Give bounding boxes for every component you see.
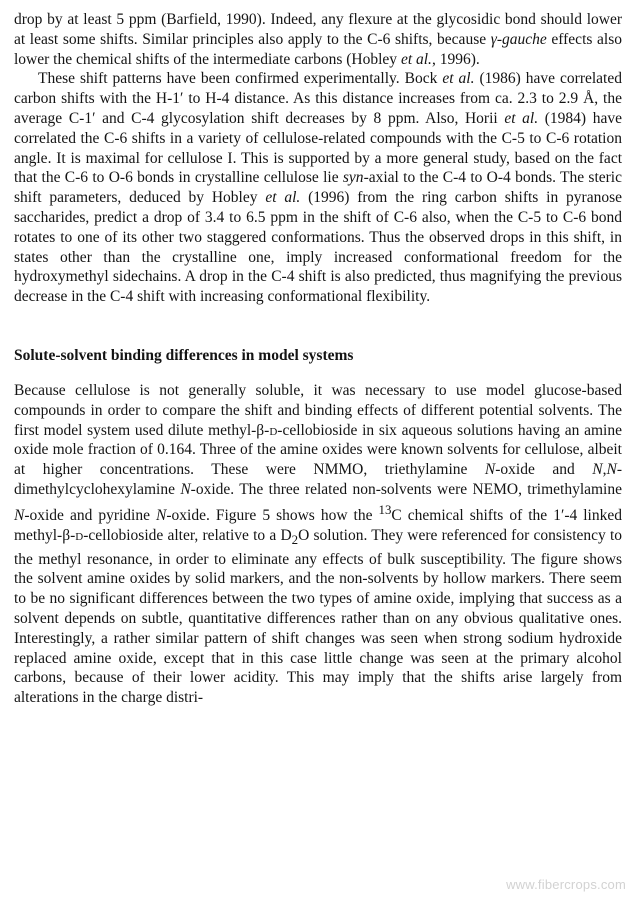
text-run: , 1996). bbox=[431, 50, 480, 68]
text-run: -axial to the C-4 to O-4 bonds. The steric shift parameters, deduced by Hobley bbox=[14, 169, 622, 207]
text-run: -dimethylcyclohexylamine bbox=[14, 461, 622, 498]
text-run: γ-gauche bbox=[490, 30, 547, 48]
text-run: (1984) have correlated the C-6 shifts in a variety of cellulose-related compounds with the C-5 to C-6 rotation angle. It is maximal for cellulose I. This is supported by a more general study, based on the fact that the C-6 to O-6 bonds in crystalline cellulose lie bbox=[14, 109, 622, 187]
text-run: effects also lower the chemical shifts of the intermediate carbons (Hobley bbox=[14, 30, 622, 68]
text-run: N bbox=[606, 461, 617, 479]
text-run: -oxide. Figure 5 shows how the bbox=[166, 506, 379, 524]
paragraph-continued bbox=[14, 10, 622, 69]
text-run: d bbox=[269, 421, 278, 439]
text-run: -oxide and bbox=[495, 461, 593, 479]
watermark: www.fibercrops.com bbox=[506, 877, 626, 892]
text-run: N bbox=[14, 506, 25, 524]
text-run: (1996) from the ring carbon shifts in pyranose saccharides, predict a drop of 3.4 to 6.5 ppm in the shift of C-6 also, when the C-5 to C-6 bond rotates to one of its other two staggered conformations. Thus the observed drops in this shift, in states other than the crystalline one, imply increased conformational freedom for the hydroxymethyl sidechains. A drop in the C-4 shift is also predicted, thus magnifying the previous decrease in the C-4 shift with increasing conformational flexibility. bbox=[14, 189, 622, 306]
paragraph-model-systems bbox=[14, 381, 622, 708]
text-run: O solution. They were referenced for consistency to the methyl resonance, in order to eliminate any effects of bulk susceptibility. The figure shows the solvent amine oxides by solid markers, and the non-solvents by hollow markers. There seem to be no significant differences between the two types of amine oxide, implying that success as a solvent depends on subtle, quantitative differences rather than on any obvious qualitative ones. Interestingly, a rather similar pattern of shift changes was seen when strong sodium hydroxide replaced amine oxide, except that in this case little change was seen at the primary alcohol carbons, because of their lower acidity. This may imply that the shifts arise largely from alterations in the charge distri- bbox=[14, 526, 623, 707]
text-run: N bbox=[180, 480, 191, 498]
text-run: d bbox=[75, 526, 84, 544]
text-run: C chemical shifts of the 1′-4 linked methyl-β- bbox=[14, 506, 622, 544]
section-heading: Solute-solvent binding differences in model systems bbox=[14, 346, 354, 364]
text-run: et al. bbox=[400, 50, 432, 68]
text-run: drop by at least 5 ppm (Barfield, 1990). Indeed, any flexure at the glycosidic bond should lower at least some shifts. Similar principles also apply to the C-6 shifts, because bbox=[14, 11, 622, 48]
text-run: N bbox=[156, 506, 167, 524]
text-run: Because cellulose is not generally soluble, it was necessary to use model glucose-based compounds in order to compare the shift and binding effects of different potential solvents. The first model system used dilute methyl-β- bbox=[14, 381, 622, 439]
text-run: syn bbox=[342, 169, 364, 187]
text-run: , bbox=[602, 461, 607, 479]
text-run: N bbox=[484, 461, 496, 479]
text-run: -cellobioside in six aqueous solutions having an amine oxide mole fraction of 0.164. Three of the amine oxides were known solvents for cellulose, albeit at higher concentrations. These were NMMO, triethylamine bbox=[14, 421, 622, 479]
text-run: 2 bbox=[291, 531, 299, 547]
text-run: N bbox=[592, 461, 603, 479]
text-run: et al. bbox=[504, 109, 539, 127]
text-run: et al. bbox=[265, 189, 301, 207]
text-run: et al. bbox=[442, 70, 475, 88]
text-run: These shift patterns have been confirmed experimentally. Bock bbox=[38, 70, 443, 88]
text-run: -oxide. The three related non-solvents were NEMO, trimethylamine bbox=[190, 480, 622, 498]
paragraph-shift-patterns bbox=[14, 69, 622, 307]
text-run: 13 bbox=[378, 501, 392, 517]
text-run: (1986) have correlated carbon shifts with the H-1′ to H-4 distance. As this distance increases from ca. 2.3 to 2.9 Å, the average C-1′ and C-4 glycosylation shift decreases by 8 ppm. Also, Horii bbox=[14, 70, 622, 127]
text-run: -oxide and pyridine bbox=[24, 506, 157, 524]
text-run: -cellobioside alter, relative to a D bbox=[83, 526, 292, 544]
